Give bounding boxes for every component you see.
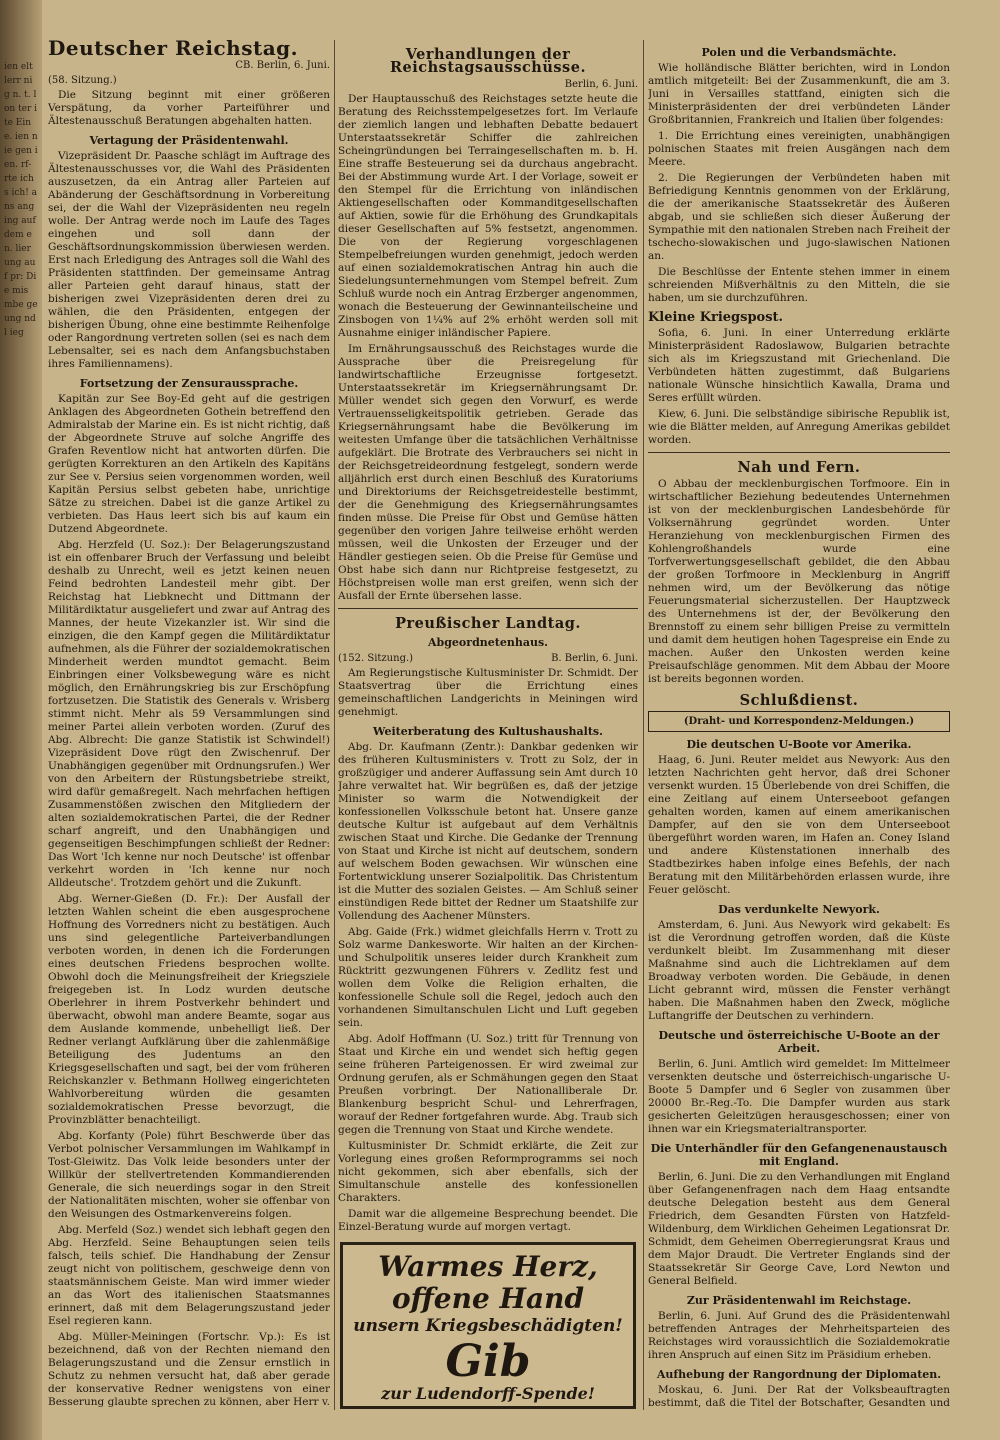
paragraph: 2. Die Regierungen der Verbündeten haben mit Befriedigung Kenntnis genommen von der Erklärung, die der amerikanische Staatssekretär des Äußeren abgab, und sie schließen sich dieser Äußerung der Sympathie mit den nationalen Streben nach Freiheit der tschecho-slowakischen und jugo-slawischen Nationen an. <box>648 172 950 262</box>
paragraph: Die Sitzung beginnt mit einer größeren Verspätung, da vorher Parteiführer und Ältestenausschuß Beratungen abgehalten hatten. <box>48 89 330 127</box>
article-title: Verhandlungen der Reichstagsausschüsse. <box>390 46 586 76</box>
ad-line: Gib <box>445 1336 531 1387</box>
section-heading: Aufhebung der Rangordnung der Diplomaten. <box>656 1368 942 1381</box>
section-heading: Abgeordnetenhaus. <box>428 636 548 649</box>
ad-line: Warmes Herz, <box>378 1250 598 1283</box>
dateline: CB. Berlin, 6. Juni. <box>235 60 330 71</box>
dateline: Berlin, 6. Juni. <box>564 79 638 90</box>
paragraph: Amsterdam, 6. Juni. Aus Newyork wird gekabelt: Es ist die Verordnung getroffen worden, daß die Küste verdunkelt bleibt. Im Zusammenhang mit dieser Maßnahme sind auch die Lichtreklamen auf dem Broadway verboten worden. Die Gebäude, in denen Licht gebrannt wird, müssen die Fenster verhängt haben. Die Maßnahmen haben den Zweck, mögliche Luftangriffe der Deutschen zu verhindern. <box>648 919 950 1022</box>
column-reichstag <box>48 40 330 1410</box>
paragraph: Kiew, 6. Juni. Die selbständige sibirische Republik ist, wie die Blätter melden, auf Anregung Amerikas gebildet worden. <box>648 408 950 446</box>
paragraph: Abg. Werner-Gießen (D. Fr.): Der Ausfall der letzten Wahlen scheint die eben ausgesprochene Hoffnung des Vorredners nicht zu bestätigen. Auch uns sind gelegentliche Parteiverbandlungen verboten worden, in denen ich die Forderungen eines deutschen Friedens besprochen wollte. Obwohl doch die Meinungsfreiheit der Kriegsziele freigegeben ist. In Lodz wurden deutsche Oberlehrer in ihrem Postverkehr behindert und überwacht, obwohl man andere Beamte, sogar aus dem Auslande kommende, unbehelligt ließ. Der Redner verlangt Aufklärung über die zahlenmäßige Beteiligung des Judentums an den Kriegsgesellschaften und sagt, bei der vom früheren Reichskanzler v. Bethmann Hollweg eingerichteten Wahlvorbereitung würden die gesamten sozialdemokratischen Presse bevorzugt, die Provinzblätter benachteiligt. <box>48 893 330 1126</box>
paragraph: O Abbau der mecklenburgischen Torfmoore. Ein in wirtschaftlicher Beziehung bedeutendes Unternehmen ist von der mecklenburgischen Landesbehörde für Volksernährung gegründet worden. Unter Heranziehung von mecklenburgischen Firmen des Kohlengroßhandels wurde eine Torfverwertungsgesellschaft gebildet, die den Abbau der großen Torfmoore in Mecklenburg in Angriff nehmen wird, um der Bevölkerung das nötige Feuerungsmaterial sicherzustellen. Der Hauptzweck des Unternehmens ist der, der Bevölkerung den Brennstoff zu einem sehr billigen Preise zu vermitteln und damit dem heutigen hohen Tagespreise ein Ende zu machen. Außer den Unkosten werden keine Preisaufschläge genommen. Mit dem Abbau der Moore ist bereits begonnen worden. <box>648 478 950 685</box>
article-title: Deutscher Reichstag. <box>48 40 299 60</box>
paragraph: Im Ernährungsausschuß des Reichstages wurde die Aussprache über die Preisregelung für landwirtschaftliche Erzeugnisse fortgesetzt. Unterstaatssekretär im Kriegsernährungsamt Dr. Müller wendet sich gegen den Vorwurf, es werde Vertrauensseligkeitspolitik getrieben. Gerade das Kriegsernährungsamt habe die Bevölkerung im weitesten Umfange über die tatsächlichen Verhältnisse aufgeklärt. Die Brotrate des Verbrauchers sei nicht in der Reichsgetreideordnung festgelegt, sondern werde alljährlich erst durch einen Beschluß des Kuratoriums und Direktoriums der Reichsgetreidestelle bestimmt, der die Genehmigung des Kriegsernährungsamtes finden müsse. Die Preise für Obst und Gemüse hätten gegenüber den vorigen Jahre teilweise erhöht werden müssen, weil die Unkosten der Erzeuger und der Händler gestiegen seien. Ob die Preise für Gemüse und Obst habe sich dann nur Richtpreise festgesetzt, zu Höchstpreisen wolle man erst greifen, wenn sich der Ausfall der Ernte übersehen lasse. <box>338 343 638 602</box>
wire-service-box <box>648 711 950 732</box>
section-heading: Die deutschen U-Boote vor Amerika. <box>686 738 912 751</box>
paragraph: Kultusminister Dr. Schmidt erklärte, die Zeit zur Vorlegung eines großen Reformprogramms sei noch nicht gekommen, sich aber ebenfalls, sich der Simultanschule anstelle des konfessionellen Charakters. <box>338 1140 638 1204</box>
section-heading: Das verdunkelte Newyork. <box>718 903 880 916</box>
ad-line: unsern Kriegsbeschädigten! <box>353 1316 623 1336</box>
paragraph: Die Beschlüsse der Entente stehen immer in einem schreienden Mißverhältnis zu den Mitteln, die sie haben, um sie durchzuführen. <box>648 266 950 304</box>
column-news <box>648 40 950 1410</box>
separator <box>338 608 638 609</box>
paragraph: Kapitän zur See Boy-Ed geht auf die gestrigen Anklagen des Abgeordneten Gothein betreffend den Admiralstab der Marine ein. Es ist nicht richtig, daß der Abgeordnete Struve auf solche Angriffe des Grafen Reventlow nicht hat antworten dürfen. Die gerügten Korrekturen an den Artikeln des Kapitäns zur See v. Persius seien vorgenommen worden, weil Kapitän Persius selbst gebeten habe, unrichtige Sätze zu streichen. Dabei ist die ganze Artikel zu verbieten. Das Haus leert sich bis auf kaum ein Dutzend Abgeordnete. <box>48 393 330 535</box>
session-number: (58. Sitzung.) <box>48 75 117 86</box>
paragraph: Berlin, 6. Juni. Amtlich wird gemeldet: Im Mittelmeer versenkten deutsche und österreichisch-ungarische U-Boote 5 Dampfer und 6 Segler von zusammen über 20000 Br.-Reg.-To. Die Dampfer wurden aus stark gesicherten Geleitzügen herausgeschossen; einer von ihnen war ein Kriegsmaterialtransporter. <box>648 1058 950 1135</box>
paragraph: Abg. Adolf Hoffmann (U. Soz.) tritt für Trennung von Staat und Kirche ein und wendet sich heftig gegen seine früheren Parteigenossen. Er wird zweimal zur Ordnung gerufen, als er Schmähungen gegen den Staat Preußen vorbringt. Der Nationalliberale Dr. Blankenburg bespricht Schul- und Lehrerfragen, worauf der Redner fortgefahren wurde. Abg. Traub sich gegen die Trennung von Staat und Kirche wendete. <box>338 1033 638 1136</box>
section-heading: Weiterberatung des Kultushaushalts. <box>373 725 603 738</box>
paragraph: 1. Die Errichtung eines vereinigten, unabhängigen polnischen Staates mit freien Ausgängen nach dem Meere. <box>648 130 950 168</box>
session-number: (152. Sitzung.) <box>338 653 414 664</box>
paragraph: Abg. Herzfeld (U. Soz.): Der Belagerungszustand ist ein offenbarer Bruch der Verfassung und beleibt deshalb zu Unrecht, weil es jetzt keinen neuen Feind bedrohten Landesteil mehr gibt. Der Reichstag hat Liebknecht und Dittmann der Militärdiktatur ausgeliefert und zwar auf Antrag des Mannes, der heute Vizekanzler ist. Wir sind die einzigen, die den Kampf gegen die Militärdiktatur aufnehmen, als die Führer der sozialdemokratischen Minderheit werden mundtot gemacht. Beim Einbringen einer Volksbewegung wäre es nicht möglich, den Ernährungskrieg bis zur Erschöpfung fortzusetzen. Die Statistik des Generals v. Wrisberg stimmt nicht. Mehr als 59 Versammlungen sind meiner Partei allein verboten worden. (Zuruf des Abg. Albrecht: Die ganze Statistik ist Schwindel!) Vizepräsident Dove rügt den Zwischenruf. Der Unabhängigen gegenüber mit Ordnungsrufen.) Wer von den Arbeitern der Rüstungsbetriebe streikt, wird dafür gemaßregelt. Nach mehrfachen heftigen Zusammenstößen zwischen den Mitgliedern der alten sozialdemokratischen Partei, die der Redner scharf angreift, und den Unabhängigen und gegenseitigen Beschimpfungen schließt der Redner: Das Wort 'Ich kenne nur noch Deutsche' ist offenbar verkehrt worden in 'Ich kenne nur noch Alldeutsche'. Trotzdem gehört und die Zukunft. <box>48 539 330 889</box>
column-rule <box>334 40 335 1410</box>
column-ausschuesse <box>338 40 638 1410</box>
section-heading: Die Unterhändler für den Gefangenenaustausch mit England. <box>650 1142 948 1168</box>
paragraph: Berlin, 6. Juni. Die zu den Verhandlungen mit England über Gefangenenfragen nach dem Haag entsandte deutsche Delegation besteht aus dem General Friedrich, dem Gesandten Fürsten von Hatzfeld-Wildenburg, dem Wirklichen Geheimen Legationsrat Dr. Schmidt, dem Geheimen Oberregierungsrat Kraus und dem Major Draudt. Die Vertreter Englands sind der Staatssekretär Sir George Cave, Lord Newton und General Belfield. <box>648 1171 950 1287</box>
paragraph: Moskau, 6. Juni. Der Rat der Volksbeauftragten bestimmt, daß die Titel der Botschafter, Gesandten und <box>648 1384 950 1409</box>
section-heading: Zur Präsidentenwahl im Reichstage. <box>686 1294 912 1307</box>
section-heading: Deutsche und österreichische U-Boote an der Arbeit. <box>658 1029 940 1055</box>
session-line <box>338 652 638 665</box>
article-title: Schlußdienst. <box>739 692 859 709</box>
paragraph: Abg. Dr. Kaufmann (Zentr.): Dankbar gedenken wir des früheren Kultusministers v. Trott zu Solz, der in großzügiger und anderer Auffassung sein Amt durch 10 Jahre verwaltet hat. Wir begrüßen es, daß der jetzige Minister so warm die Notwendigkeit der konfessionellen Volksschule betont hat. Unsere ganze deutsche Kultur ist aufgebaut auf dem Verhältnis zwischen Staat und Kirche. Die Gedanke der Trennung von Staat und Kirche ist nicht auf deutschem, sondern auf welschem Boden gewachsen. Wir wünschen eine Fortentwicklung unserer Sozialpolitik. Das Christentum ist die Mutter des sozialen Geistes. — Am Schluß seiner einstündigen Rede bittet der Redner um Staatshilfe zur Vollendung des Aachener Münsters. <box>338 741 638 922</box>
previous-page-text: ien elt lerr nig n. t. lon ter ite Ein e. ien nie gen ien. rf- rte ichs ich! ans ang ing auf dem en. lier ung auf pr: Die mis mbe ge ung nd l ieg <box>4 62 38 338</box>
paragraph: Damit war die allgemeine Besprechung beendet. Die Einzel-Beratung wurde auf morgen vertagt. <box>338 1208 638 1233</box>
section-heading: Kleine Kriegspost. <box>648 310 784 325</box>
paragraph: Sofia, 6. Juni. In einer Unterredung erklärte Ministerpräsident Radoslawow, Bulgarien betrachte sich als im Kriegszustand mit Griechenland. Die Verbündeten hätten zugestimmt, daß Bulgariens nationale Wünsche hinsichtlich Kawalla, Drama und Seres erfüllt würden. <box>648 327 950 404</box>
column-rule <box>643 40 644 1410</box>
paragraph: Am Regierungstische Kultusminister Dr. Schmidt. Der Staatsvertrag über die Errichtung eines gemeinschaftlichen Landgerichts in Meiningen wird genehmigt. <box>338 667 638 718</box>
section-heading: Polen und die Verbandsmächte. <box>701 46 897 59</box>
paragraph: Wie holländische Blätter berichten, wird in London amtlich mitgeteilt: Bei der Zusammenkunft, die am 3. Juni in Versailles stattfand, einigten sich die Ministerpräsidenten der drei verbündeten Länder Großbritannien, Frankreich und Italien über folgendes: <box>648 62 950 126</box>
previous-page-edge <box>0 0 42 1440</box>
ludendorff-donation-ad <box>340 1242 636 1409</box>
section-heading: Vertagung der Präsidentenwahl. <box>89 134 289 147</box>
separator <box>648 452 950 453</box>
paragraph: Abg. Gaide (Frk.) widmet gleichfalls Herrn v. Trott zu Solz warme Dankesworte. Wir halten an der Kirchen- und Schulpolitik unseres leider durch Krankheit zum Rücktritt gezwungenen Führers v. Zedlitz fest und wollen dem Volke die Religion erhalten, die konfessionelle Schule soll die Regel, jedoch auch den vorhandenen Simultanschulen Licht und Luft gegeben sein. <box>338 926 638 1029</box>
article-title: Preußischer Landtag. <box>395 615 581 632</box>
paragraph: Haag, 6. Juni. Reuter meldet aus Newyork: Aus den letzten Nachrichten geht hervor, daß drei Schoner versenkt wurden. 15 Überlebende von drei Schiffen, die eine Zeitlang auf einem Unterseeboot gefangen gehalten worden, kamen auf einem amerikanischen Dampfer, auf den sie von dem Unterseeboot übergeführt worden waren, im Hafen an. Coney Island und andere Küstenstationen innerhalb des Stadtbezirkes haben infolge eines Befehls, der nach Beratung mit den Militärbehörden erlassen wurde, ihre Feuer gelöscht. <box>648 754 950 896</box>
wire-label: (Draht- und Korrespondenz-Meldungen.) <box>683 716 915 727</box>
paragraph: Abg. Korfanty (Pole) führt Beschwerde über das Verbot polnischer Versammlungen im Wahlkampf in Tost-Gleiwitz. Das Volk leide besonders unter der Willkür der stellvertretenden Kommandierenden Generale, die sich neuerdings sogar in den Streit der Nationalitäten mischten, woher sie offenbar von den Weisungen des Ostmarkenvereins folgen. <box>48 1130 330 1220</box>
ad-line: offene Hand <box>391 1282 585 1315</box>
paragraph: Vizepräsident Dr. Paasche schlägt im Auftrage des Ältestenausschusses vor, die Wahl des Präsidenten auszusetzen, da ein Antrag aller Parteien auf Abänderung der Geschäftsordnung in Vorbereitung sei, der die Wahl der Vizepräsidenten neu regeln wolle. Der Antrag werde noch im Laufe des Tages eingehen und soll dann der Geschäftsordnungskommission überwiesen werden. Erst nach Erledigung des Antrages soll die Wahl des Präsidenten stattfinden. Der gemeinsame Antrag aller Parteien geht darauf hinaus, statt der bisherigen zwei Vizepräsidenten deren drei zu wählen, die den Präsidenten, entgegen der bisherigen Übung, ohne eine bestimmte Reihenfolge oder Rangordnung vertreten sollen (sei es nach dem Lebensalter, sei es nach dem Anfangsbuchstaben ihres Familiennamens). <box>48 150 330 370</box>
dateline: B. Berlin, 6. Juni. <box>551 653 638 664</box>
article-title: Nah und Fern. <box>737 459 861 476</box>
paragraph: Abg. Müller-Meiningen (Fortschr. Vp.): Es ist bezeichnend, daß von der Rechten niemand den Belagerungszustand und die Zensur ernstlich in Schutz zu nehmen versucht hat, daß aber gerade der konservative Redner wenigstens von einer Besserung glaubte sprechen zu können, aber Herr v. <box>48 1331 330 1408</box>
ad-line: zur Ludendorff-Spende! <box>381 1384 595 1403</box>
paragraph: Berlin, 6. Juni. Auf Grund des die Präsidentenwahl betreffenden Antrages der Mehrheitsparteien des Reichstages wird voraussichtlich die Sozialdemokratie ihren Anspruch auf einen Sitz im Präsidium erheben. <box>648 1310 950 1361</box>
paragraph: Abg. Merfeld (Soz.) wendet sich lebhaft gegen den Abg. Herzfeld. Seine Behauptungen seien teils falsch, teils schief. Die Handhabung der Zensur zeugt nicht von politischem, geschweige denn von staatsmännischem Geiste. Man wird immer wieder an das Wort des italienischen Staatsmannes erinnert, daß mit dem Belagerungszustand jeder Esel regieren kann. <box>48 1224 330 1327</box>
paragraph: Der Hauptausschuß des Reichstages setzte heute die Beratung des Reichsstempelgesetzes fort. Im Verlaufe der ziemlich langen und lebhaften Debatte bedauert Unterstaatssekretär Schiffer die zahlreichen Scheingründungen bei Terraingesellschaften m. b. H. Eine straffe Besteuerung sei da durchaus angebracht. Bei der Abstimmung wurde Art. I der Vorlage, soweit er den Stempel für die Errichtung von inländischen Aktiengesellschaften oder Kommanditgesellschaften auf Aktien, sowie für die Erhöhung des Grundkapitals dieser Gesellschaften auf 5% festsetzt, angenommen. Die von der Regierung vorgeschlagenen Stempelbefreiungen wurden genehmigt, jedoch werden auf einen sozialdemokratischen Antrag hin auch die Siedelungsunternehmungen vom Stempel befreit. Zum Schluß wurde noch ein Antrag Erzberger angenommen, wonach die Besteuerung der Gewinnanteilscheine und Zinsbogen von 1¼% auf 2% erhöht werden soll mit Ausnahme einiger inländischer Papiere. <box>338 93 638 339</box>
section-heading: Fortsetzung der Zensuraussprache. <box>79 377 299 390</box>
